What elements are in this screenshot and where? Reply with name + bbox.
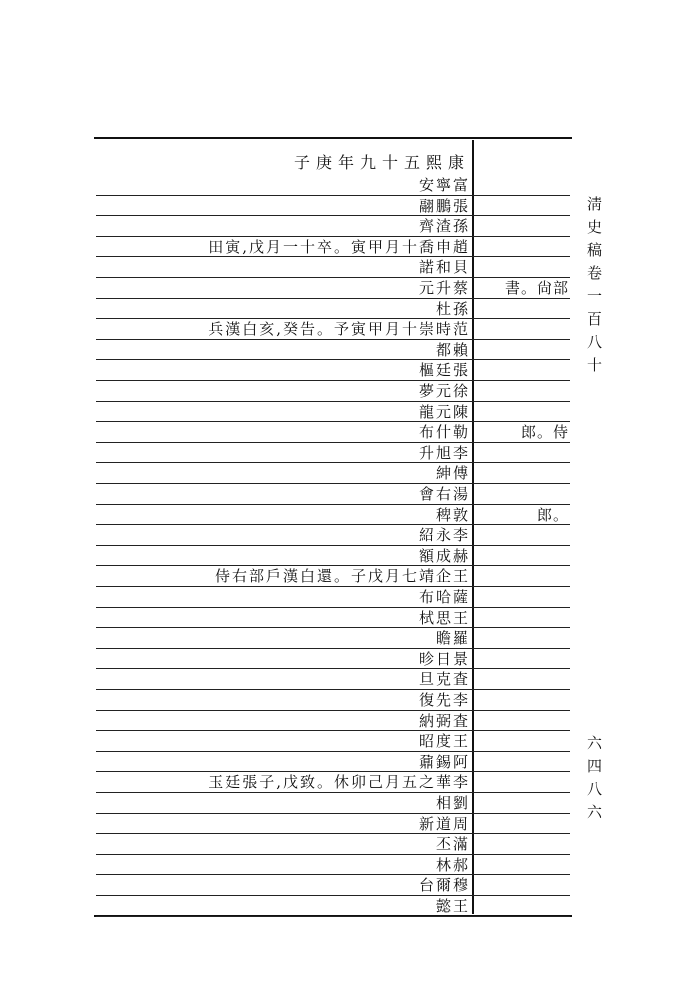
row-rule [96, 813, 570, 814]
table-row: 昭度王 [418, 732, 470, 751]
row-note: 郎。侍 [520, 423, 569, 442]
row-rule [96, 874, 570, 875]
row-rule [96, 751, 570, 752]
table-row: 兵漢白亥,癸告。予寅甲月十崇時范 [208, 320, 470, 339]
table-row: 懿王 [435, 897, 470, 915]
row-rule [96, 710, 570, 711]
side-title: 淸史稿卷一百八十 [585, 196, 603, 380]
row-rule [96, 668, 570, 669]
row-rule [96, 380, 570, 381]
table-row: 昣日景 [418, 649, 470, 668]
row-rule [96, 359, 570, 360]
row-rule [96, 483, 570, 484]
row-rule [96, 524, 570, 525]
page-number: 六四八六 [585, 735, 603, 827]
table-row: 玉廷張子,戊致。休卯己月五之華李 [208, 773, 470, 792]
table-row: 丕滿 [435, 835, 470, 854]
table-row: 侍右部戶漢白還。子戊月七靖企王 [214, 567, 470, 586]
row-rule [96, 504, 570, 505]
table-row: 稗敦 [435, 505, 470, 524]
top-rule [94, 137, 572, 139]
row-rule [96, 298, 570, 299]
table-row: 夢元徐 [418, 382, 470, 400]
row-rule [96, 895, 570, 896]
table-row: 紹永李 [418, 526, 470, 545]
row-rule [96, 442, 570, 443]
table-row: 栻思王 [418, 608, 470, 627]
table-row: 布什勒 [418, 423, 470, 442]
row-rule [96, 730, 570, 731]
table-row: 納弼査 [418, 711, 470, 730]
table-row: 復先李 [418, 691, 470, 709]
table-row: 元升蔡 [418, 279, 470, 297]
table-row: 旦克査 [418, 670, 470, 689]
table-row: 翮鵬張 [418, 196, 470, 215]
table-row: 杜孫 [435, 299, 470, 318]
table-row: 升旭李 [418, 443, 470, 462]
table-row: 新道周 [418, 814, 470, 833]
row-note: 書。尙部 [504, 279, 569, 297]
table-row: 田寅,戊月一十卒。寅甲月十喬申趙 [208, 237, 470, 256]
row-note: 郎。 [536, 505, 569, 524]
table-row: 台爾穆 [418, 876, 470, 895]
table-row: 樞廷張 [418, 361, 470, 380]
row-rule [96, 545, 570, 546]
table-row: 布哈薩 [418, 588, 470, 606]
row-rule [96, 215, 570, 216]
table-row: 鼐錫阿 [418, 752, 470, 771]
row-rule [96, 195, 570, 196]
row-rule [96, 833, 570, 834]
table-row: 齊渣孫 [418, 217, 470, 236]
table-row: 諾和貝 [418, 258, 470, 277]
row-rule [96, 607, 570, 608]
table-row: 安寧富 [418, 176, 470, 194]
row-rule [96, 689, 570, 690]
table-row: 都賴 [435, 340, 470, 359]
row-rule [96, 401, 570, 402]
table-row: 紳傅 [435, 464, 470, 483]
row-rule [96, 277, 570, 278]
header-row: 子庚年九十五熙康 [293, 153, 470, 172]
table-row: 會右湯 [418, 485, 470, 503]
row-rule [96, 421, 570, 422]
table-row: 龍元陳 [418, 402, 470, 421]
row-rule [96, 648, 570, 649]
table-row: 瞻羅 [435, 629, 470, 648]
table-row: 林郝 [435, 855, 470, 874]
row-rule [96, 916, 570, 917]
table-row: 相劉 [435, 794, 470, 812]
row-rule [96, 854, 570, 855]
row-rule [96, 462, 570, 463]
table-row: 額成赫 [418, 546, 470, 565]
row-rule [96, 627, 570, 628]
